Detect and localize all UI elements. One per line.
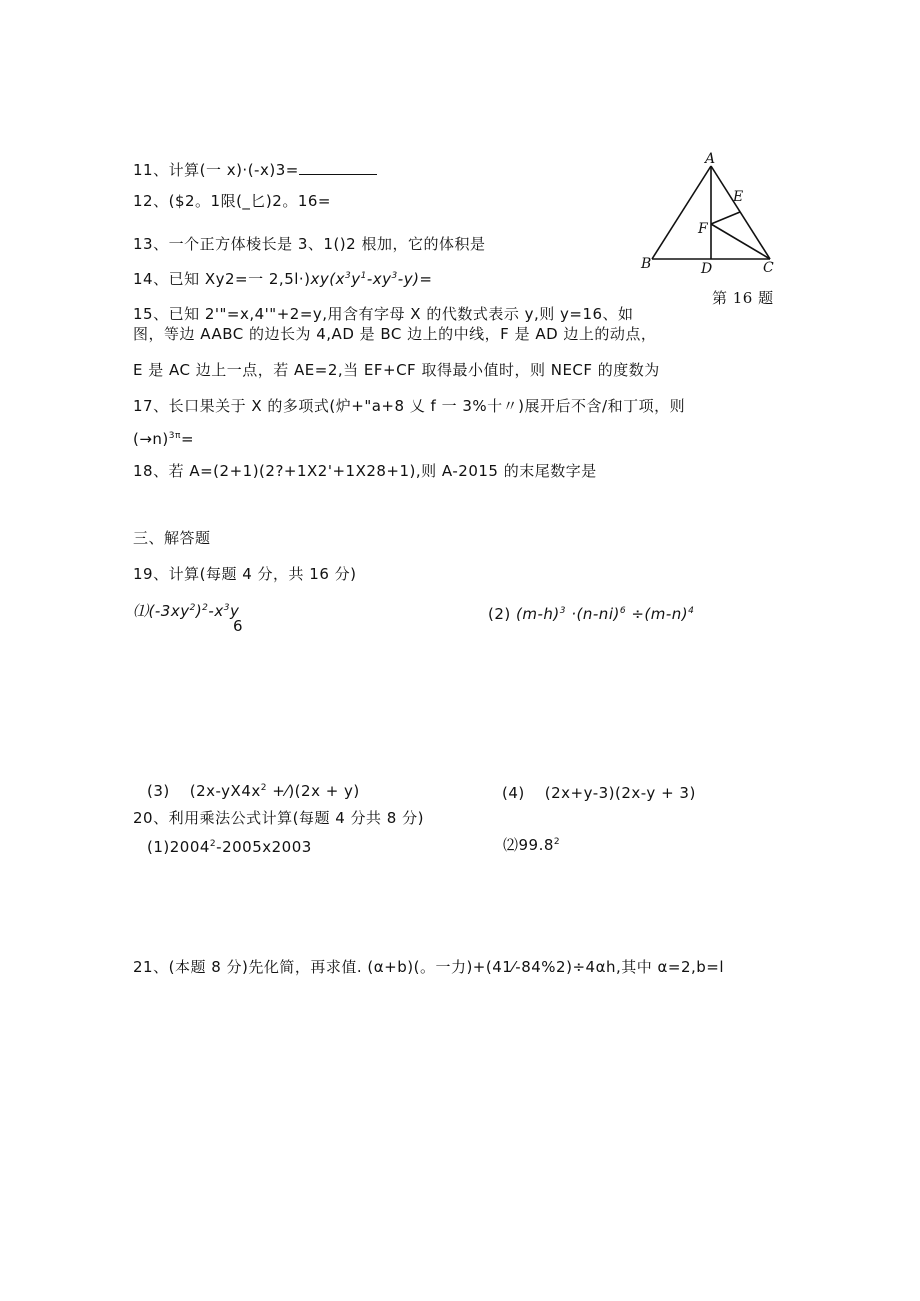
question-21: 21、(本题 8 分)先化简，再求值. (α+b)(。一力)+(41⁄-84%2)÷4αh,其中 α=2,b=l <box>133 958 725 976</box>
figure-caption: 第 16 题 <box>712 289 774 307</box>
label-f: F <box>698 221 708 237</box>
question-11 <box>133 160 377 180</box>
section-heading: 三、解答题 <box>133 529 211 547</box>
question-14-expr: $xy(x^3y^1-xy^3-y)=$ <box>310 270 433 288</box>
answer-blank <box>299 161 377 175</box>
segment-fe <box>711 212 740 224</box>
triangle-figure <box>638 150 788 280</box>
question-20-part-1: (1)2004$^2$-2005x2003 <box>147 838 312 856</box>
question-11-text: 11、计算(一 x)·(-x)3= <box>133 161 299 179</box>
question-18 <box>133 461 597 481</box>
question-16-text-1: 图，等边 AABC 的边长为 4,AD 是 BC 边上的中线，F 是 AD 边上的动点， <box>133 325 657 343</box>
label-b: B <box>641 256 652 272</box>
question-19-title: 19、计算(每题 4 分，共 16 分) <box>133 565 357 583</box>
question-15 <box>133 304 634 324</box>
question-19-part-2: (2) $(m-h)^3 \cdot(n-ni)^6 \div(m-n)^4$ <box>488 605 695 623</box>
question-15-text: 15、已知 2'"=x,4'"+2=y,用含有字母 X 的代数式表示 y,则 y=16、如 <box>133 305 634 323</box>
triangle-lines <box>652 166 770 259</box>
question-14 <box>133 269 433 289</box>
segment-ac <box>711 166 770 259</box>
question-18-text: 18、若 A=(2+1)(2?+1X2'+1X28+1),则 A-2015 的末尾数字是 <box>133 462 597 480</box>
question-13 <box>133 234 485 254</box>
label-c: C <box>763 260 774 276</box>
question-17-text-1: 17、长口果关于 X 的多项式(炉+"a+8 乂 f 一 3%十〃)展开后不含/和丁项，则 <box>133 397 686 415</box>
question-12-text: 12、($2。1限(_匕)2。16= <box>133 192 331 210</box>
question-12 <box>133 191 331 211</box>
question-19-part-4: (4) (2x+y-3)(2x-y + 3) <box>502 784 696 802</box>
question-13-text: 13、一个正方体棱长是 3、1()2 根加，它的体积是 <box>133 235 486 253</box>
question-17-line2: $(\to n)^{3\pi}=$ <box>133 430 195 448</box>
question-17-line1 <box>133 396 685 416</box>
segment-fc <box>711 224 770 259</box>
question-19-part-1-below: 6 <box>233 617 243 635</box>
segment-ab <box>652 166 711 259</box>
question-20-part-2: ⑵99.8$^2$ <box>503 836 561 854</box>
label-a: A <box>705 151 716 167</box>
question-14-prefix: 14、已知 Xy2=一 2,5l·) <box>133 270 311 288</box>
question-16-text-2: E 是 AC 边上一点，若 AE=2,当 EF+CF 取得最小值时，则 NECF 的度数为 <box>133 361 660 379</box>
label-d: D <box>701 261 713 277</box>
question-16-line2 <box>133 360 660 380</box>
label-e: E <box>733 189 744 205</box>
question-17-expr: (→n) <box>133 430 169 448</box>
question-20-title: 20、利用乘法公式计算(每题 4 分共 8 分) <box>133 809 424 827</box>
question-19-part-3: (3) ($2x-yX4x^2$ +⁄)(2x + y) <box>147 782 360 800</box>
question-19-part-1: $⑴(-3xy^2)^2-x^3y$ <box>133 602 240 620</box>
question-16-line1 <box>133 324 656 344</box>
